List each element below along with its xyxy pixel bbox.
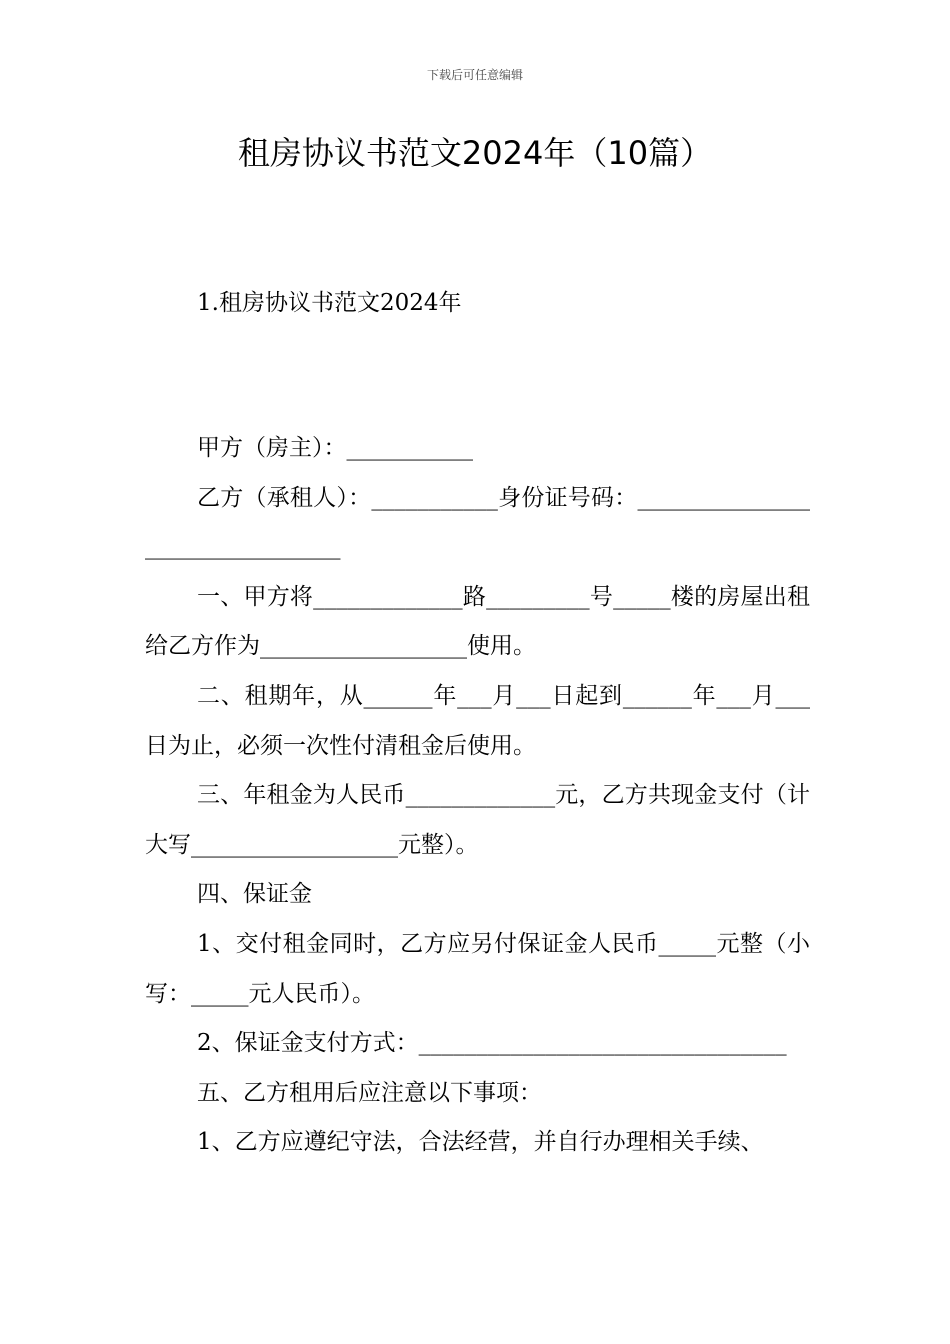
paragraph-clause-5: 五、乙方租用后应注意以下事项：: [197, 1079, 542, 1106]
document-title: 租房协议书范文2024年（10篇）: [237, 134, 713, 172]
paragraph-clause-2: 二、租期年，从______年___月___日起到______年___月___日为止，必须一次性付清租金后使用。: [145, 682, 810, 759]
paragraph-party-a: 甲方（房主）：___________: [197, 435, 473, 461]
paragraph-clause-4-2: 2、保证金支付方式：________________________________: [197, 1030, 787, 1057]
paragraph-party-b: 乙方（承租人）：___________身份证号码：________________________________: [145, 484, 810, 561]
paragraph-clause-3: 三、年租金为人民币_____________元，乙方共现金支付（计大写__________________元整）。: [145, 782, 810, 858]
paragraph-clause-4-1: 1、交付租金同时，乙方应另付保证金人民币_____元整（小写：_____元人民币）。: [145, 930, 810, 1007]
header-note: 下载后可任意编辑: [426, 68, 523, 82]
paragraph-clause-1: 一、甲方将_____________路_________号_____楼的房屋出租给乙方作为__________________使用。: [145, 583, 810, 660]
paragraph-clause-5-1: 1、乙方应遵纪守法，合法经营，并自行办理相关手续、: [197, 1129, 764, 1156]
paragraph-clause-4: 四、保证金: [197, 881, 312, 908]
document-body: [145, 424, 810, 1168]
section-heading: 1.租房协议书范文2024年: [197, 290, 462, 316]
